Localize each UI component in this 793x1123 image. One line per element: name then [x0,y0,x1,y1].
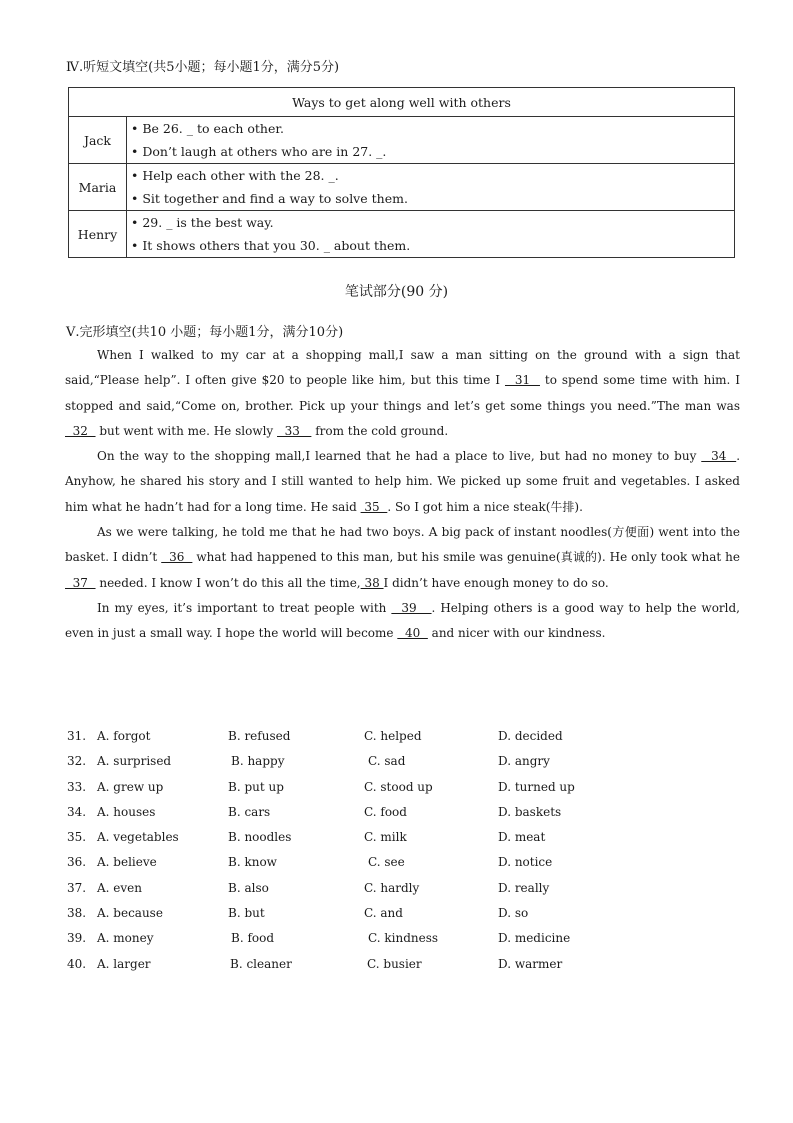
option-b: B. cleaner [230,956,292,971]
option-a: A. even [97,880,143,895]
passage-text: When I walked to my car at a shopping mall,I saw a man sitting on the ground with a sign that said,“Please help”. I often give $20 to people like him, but this time I [65,348,740,388]
option-b: B. cars [228,804,271,819]
option-a: A. believe [97,855,157,870]
option-b: B. know [228,855,277,870]
blank-37: 37 [65,575,96,590]
option-a: A. because [97,906,163,921]
passage-text: . Helping others is a good way to help the world, even in just a small way. I hope the world will become [65,600,740,641]
table-cell: • 29. _ is the best way. [127,211,735,235]
blank-31: 31 [504,373,540,388]
passage-text: from the cold ground. [311,423,449,438]
option-c: C. kindness [368,931,439,946]
table-row-name-henry: Henry [69,211,127,258]
blank-38: 38 [360,575,384,590]
question-number: 39. [67,931,87,946]
passage-paragraph-2 [65,444,740,520]
option-d: D. meat [498,830,546,845]
question-number: 33. [67,779,87,794]
option-d: D. so [498,906,529,921]
passage-text: to spend some time with him. I stopped and said,“Come on, brother. Pick up your things and let’s get some things you need.”The man was [65,373,741,413]
option-a: A. houses [97,804,156,819]
table-row-name-maria: Maria [69,164,127,211]
option-a: A. larger [97,956,151,971]
blank-39: 39 [391,600,432,615]
written-part-title: 笔试部分(90 分) [344,284,449,300]
option-a: A. vegetables [97,830,179,845]
passage-text: what had happened to this man, but his smile was genuine(真诚的). He only took what he [192,550,740,565]
passage-text: and nicer with our kindness. [427,626,606,641]
table-cell: • Be 26. _ to each other. [127,117,735,141]
passage-text: . Anyhow, he shared his story and I still wanted to help him. We picked up some fruit and vegetables. I asked him what he hadn’t had for a long time. He said [65,449,741,514]
blank-40: 40 [397,626,428,641]
question-number: 36. [67,855,87,870]
table-cell: • Don’t laugh at others who are in 27. _. [127,140,735,164]
question-number: 38. [67,906,87,921]
table-title: Ways to get along well with others [69,88,735,117]
passage-paragraph-3 [65,520,740,596]
option-d: D. medicine [498,931,571,946]
option-a: A. grew up [97,779,164,794]
passage-text: . So I got him a nice steak(牛排). [387,499,583,514]
blank-36: 36 [161,550,193,565]
blank-33: 33 [277,423,312,438]
section5-heading: Ⅴ.完形填空(共10 小题；每小题1分，满分10分) [66,325,344,340]
option-d: D. notice [498,855,553,870]
passage-text: In my eyes, it’s important to treat people with [97,600,392,615]
option-b: B. refused [228,729,291,743]
question-number: 37. [67,880,87,895]
option-d: D. turned up [498,779,575,794]
option-b: B. noodles [228,830,292,845]
question-number: 40. [67,956,87,971]
option-b: B. put up [228,779,284,794]
question-number: 34. [67,804,87,819]
option-d: D. angry [498,754,550,769]
option-a: A. money [97,931,154,946]
option-b: B. food [231,931,275,946]
option-b: B. but [228,906,265,921]
blank-32: 32 [65,423,96,438]
option-c: C. stood up [364,779,433,794]
option-c: C. food [364,804,407,819]
table-row-name-jack: Jack [69,117,127,164]
passage-text: I didn’t have enough money to do so. [383,575,609,590]
option-c: C. busier [367,956,422,971]
cloze-passage [65,343,740,647]
question-number: 35. [67,830,87,845]
passage-text: needed. I know I won’t do this all the time, [95,575,361,590]
blank-35: 35 [360,499,388,514]
option-a: A. surprised [97,754,172,769]
question-number: 31. [67,729,87,743]
table-cell: • Sit together and find a way to solve them. [127,187,735,211]
question-number: 32. [67,754,87,769]
passage-text: but went with me. He slowly [95,423,278,438]
passage-text: As we were talking, he told me that he had two boys. A big pack of instant noodles(方便面) went into the basket. I didn’t [65,525,740,565]
option-c: C. see [368,855,405,870]
option-c: C. hardly [364,880,420,895]
option-d: D. baskets [498,804,562,819]
option-b: B. also [228,880,269,895]
table-cell: • It shows others that you 30. _ about them. [127,234,735,258]
option-b: B. happy [231,754,285,769]
listening-table [68,87,735,258]
option-d: D. warmer [498,956,563,971]
option-c: C. helped [364,729,422,743]
passage-paragraph-1 [65,343,740,444]
section4-heading: Ⅳ.听短文填空(共5小题；每小题1分，满分5分) [66,60,340,75]
option-c: C. milk [364,830,407,845]
blank-34: 34 [701,449,737,464]
option-c: C. and [364,906,403,921]
option-d: D. decided [498,729,563,743]
passage-paragraph-4 [65,596,740,647]
passage-text: On the way to the shopping mall,I learned that he had a place to live, but had no money to buy [97,449,702,464]
option-c: C. sad [368,754,406,769]
option-d: D. really [498,880,550,895]
option-a: A. forgot [97,729,151,743]
table-cell: • Help each other with the 28. _. [127,164,735,188]
